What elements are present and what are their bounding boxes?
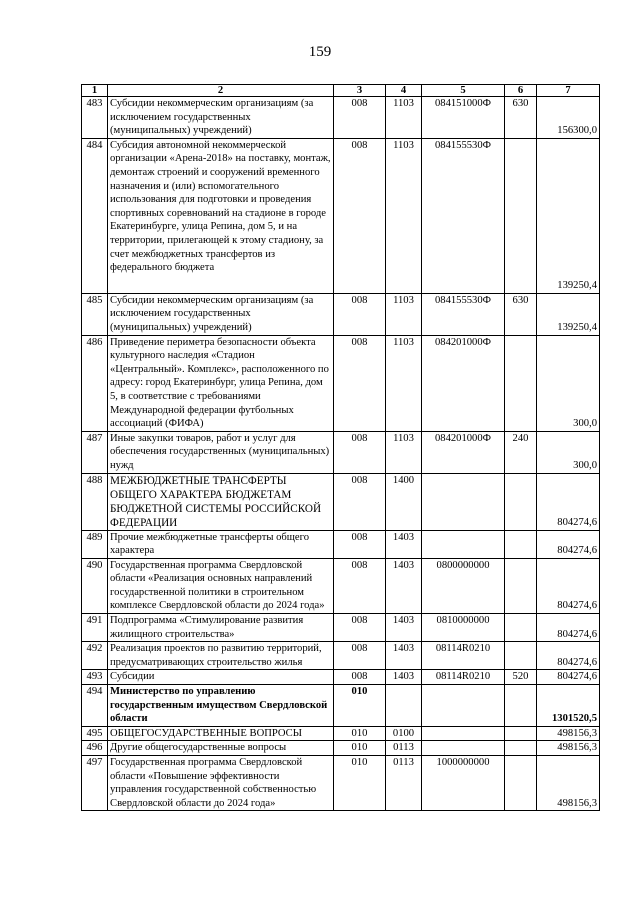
row-type [505, 530, 537, 558]
row-name: Иные закупки товаров, работ и услуг для обеспечения государственных (муниципальных) нужд [108, 431, 334, 473]
page-number: 159 [308, 44, 332, 60]
table-row [82, 614, 600, 642]
row-number: 492 [82, 642, 108, 670]
row-type [505, 726, 537, 741]
row-name: МЕЖБЮДЖЕТНЫЕ ТРАНСФЕРТЫ ОБЩЕГО ХАРАКТЕРА БЮДЖЕТАМ БЮДЖЕТНОЙ СИСТЕМЫ РОССИЙСКОЙ ФЕДЕРАЦИИ [108, 473, 334, 530]
row-target: 08114R0210 [422, 642, 505, 670]
row-number: 495 [82, 726, 108, 741]
row-grbs: 008 [334, 670, 386, 685]
row-name: Министерство по управлению государственным имуществом Свердловской области [108, 685, 334, 727]
row-grbs: 008 [334, 614, 386, 642]
row-section: 1403 [386, 670, 422, 685]
table-row [82, 431, 600, 473]
row-number: 490 [82, 558, 108, 613]
row-grbs: 010 [334, 726, 386, 741]
row-number: 483 [82, 97, 108, 139]
row-grbs: 008 [334, 335, 386, 431]
row-name: Другие общегосударственные вопросы [108, 741, 334, 756]
row-grbs: 008 [334, 97, 386, 139]
row-target [422, 473, 505, 530]
col-header-5: 5 [422, 85, 505, 97]
row-section: 1103 [386, 335, 422, 431]
table-row [82, 741, 600, 756]
row-amount: 804274,6 [537, 642, 600, 670]
col-header-4: 4 [386, 85, 422, 97]
row-name: Приведение периметра безопасности объекта культурного наследия «Стадион «Центральный». Комплекс», расположенного по адресу: город Екатеринбург, улица Репина, дом 5, в соответствие с требованиями Международной федерации футбольных ассоциаций (ФИФА) [108, 335, 334, 431]
table-row [82, 685, 600, 727]
col-header-7: 7 [537, 85, 600, 97]
row-amount: 156300,0 [537, 97, 600, 139]
row-target: 084201000Ф [422, 431, 505, 473]
table-row [82, 726, 600, 741]
row-target: 084201000Ф [422, 335, 505, 431]
row-section: 1400 [386, 473, 422, 530]
row-grbs: 010 [334, 685, 386, 727]
row-number: 489 [82, 530, 108, 558]
row-number: 487 [82, 431, 108, 473]
row-type [505, 473, 537, 530]
row-number: 485 [82, 293, 108, 335]
row-name: Прочие межбюджетные трансферты общего характера [108, 530, 334, 558]
row-grbs: 008 [334, 293, 386, 335]
row-grbs: 008 [334, 138, 386, 293]
row-section [386, 685, 422, 727]
row-target: 084155530Ф [422, 293, 505, 335]
row-name: Субсидии [108, 670, 334, 685]
row-section: 0113 [386, 756, 422, 811]
row-section: 1403 [386, 558, 422, 613]
table-row [82, 530, 600, 558]
row-target [422, 530, 505, 558]
row-type [505, 614, 537, 642]
row-number: 493 [82, 670, 108, 685]
col-header-2: 2 [108, 85, 334, 97]
row-grbs: 008 [334, 530, 386, 558]
row-type: 520 [505, 670, 537, 685]
row-amount: 804274,6 [537, 473, 600, 530]
row-type: 630 [505, 293, 537, 335]
row-amount: 804274,6 [537, 670, 600, 685]
row-name: Государственная программа Свердловской области «Реализация основных направлений государственной политики в строительном комплексе Свердловской области до 2024 года» [108, 558, 334, 613]
row-target: 084155530Ф [422, 138, 505, 293]
row-section: 1103 [386, 138, 422, 293]
row-name: Реализация проектов по развитию территорий, предусматривающих строительство жилья [108, 642, 334, 670]
row-name: Субсидии некоммерческим организациям (за исключением государственных (муниципальных) учреждений) [108, 293, 334, 335]
row-amount: 300,0 [537, 335, 600, 431]
row-type [505, 685, 537, 727]
row-target: 084151000Ф [422, 97, 505, 139]
row-target: 0800000000 [422, 558, 505, 613]
row-grbs: 008 [334, 431, 386, 473]
header-row [82, 85, 600, 97]
row-section: 0100 [386, 726, 422, 741]
budget-table [81, 84, 600, 811]
row-amount: 139250,4 [537, 293, 600, 335]
row-number: 484 [82, 138, 108, 293]
row-name: Государственная программа Свердловской области «Повышение эффективности управления государственной собственностью Свердловской области до 2024 года» [108, 756, 334, 811]
row-number: 491 [82, 614, 108, 642]
row-section: 1403 [386, 642, 422, 670]
table-row [82, 97, 600, 139]
row-number: 497 [82, 756, 108, 811]
row-name: Субсидии некоммерческим организациям (за исключением государственных (муниципальных) учреждений) [108, 97, 334, 139]
table-row [82, 642, 600, 670]
row-section: 1103 [386, 431, 422, 473]
row-amount: 804274,6 [537, 558, 600, 613]
col-header-3: 3 [334, 85, 386, 97]
table-row [82, 138, 600, 293]
row-name: Субсидия автономной некоммерческой организации «Арена-2018» на поставку, монтаж, демонтаж строений и сооружений временного назначения и (или) вспомогательного использования для подготовки и проведения спортивных соревнований на стадионе в городе Екатеринбурге, улица Репина, дом 5, и на территории, прилегающей к этому стадиону, за счет межбюджетных трансфертов из федерального бюджета [108, 138, 334, 293]
row-target: 08114R0210 [422, 670, 505, 685]
row-section: 1403 [386, 614, 422, 642]
row-grbs: 010 [334, 756, 386, 811]
row-number: 486 [82, 335, 108, 431]
table-row [82, 335, 600, 431]
row-target [422, 741, 505, 756]
row-amount: 139250,4 [537, 138, 600, 293]
row-number: 494 [82, 685, 108, 727]
row-amount: 804274,6 [537, 614, 600, 642]
row-name: ОБЩЕГОСУДАРСТВЕННЫЕ ВОПРОСЫ [108, 726, 334, 741]
row-section: 1103 [386, 293, 422, 335]
row-number: 496 [82, 741, 108, 756]
row-type [505, 756, 537, 811]
row-amount: 498156,3 [537, 741, 600, 756]
row-amount: 498156,3 [537, 756, 600, 811]
col-header-6: 6 [505, 85, 537, 97]
table-row [82, 756, 600, 811]
row-target [422, 685, 505, 727]
row-type [505, 558, 537, 613]
row-type: 240 [505, 431, 537, 473]
table-row [82, 558, 600, 613]
row-amount: 300,0 [537, 431, 600, 473]
row-type [505, 138, 537, 293]
table-row [82, 473, 600, 530]
row-number: 488 [82, 473, 108, 530]
row-grbs: 010 [334, 741, 386, 756]
row-target [422, 726, 505, 741]
table-row [82, 670, 600, 685]
row-target: 1000000000 [422, 756, 505, 811]
row-amount: 804274,6 [537, 530, 600, 558]
row-type [505, 335, 537, 431]
row-section: 1103 [386, 97, 422, 139]
row-target: 0810000000 [422, 614, 505, 642]
row-grbs: 008 [334, 473, 386, 530]
row-grbs: 008 [334, 642, 386, 670]
row-name: Подпрограмма «Стимулирование развития жилищного строительства» [108, 614, 334, 642]
row-amount: 1301520,5 [537, 685, 600, 727]
row-type: 630 [505, 97, 537, 139]
row-amount: 498156,3 [537, 726, 600, 741]
col-header-1: 1 [82, 85, 108, 97]
row-grbs: 008 [334, 558, 386, 613]
row-type [505, 642, 537, 670]
row-type [505, 741, 537, 756]
row-section: 0113 [386, 741, 422, 756]
row-section: 1403 [386, 530, 422, 558]
table-row [82, 293, 600, 335]
